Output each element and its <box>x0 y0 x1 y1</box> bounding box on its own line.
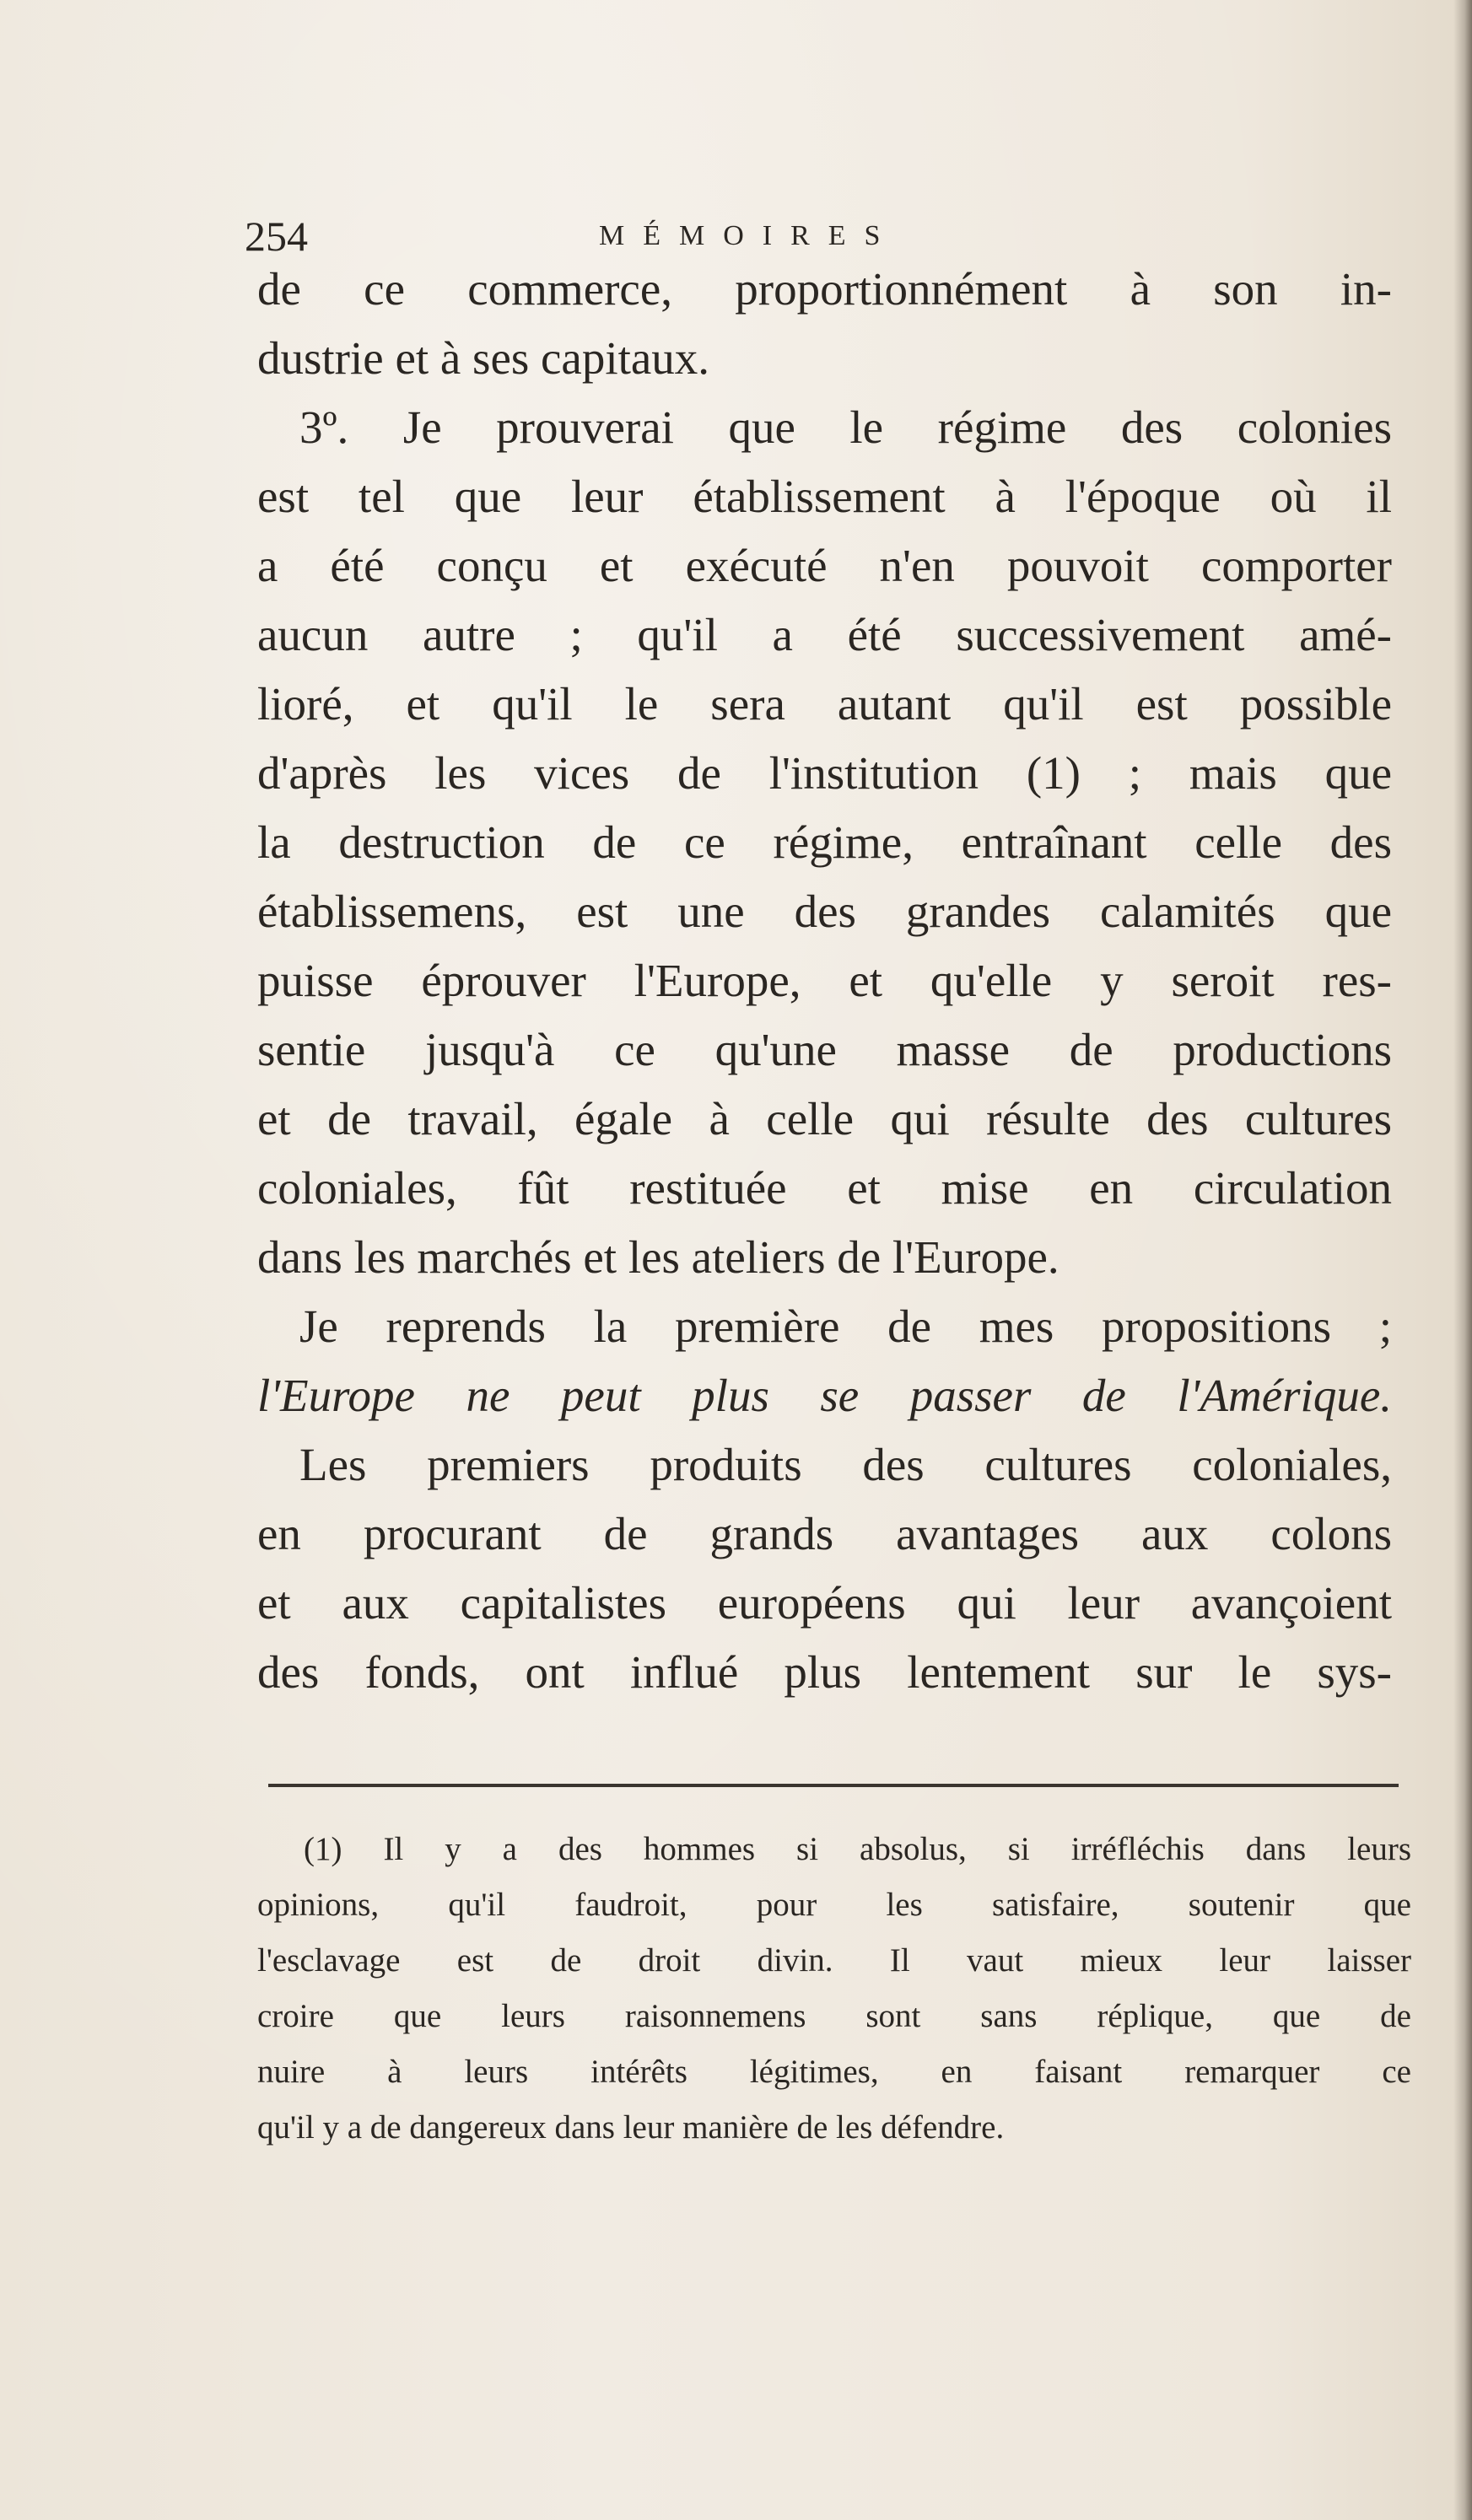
footnote-rule <box>268 1784 1399 1787</box>
text-line: dans les marchés et les ateliers de l'Europe. <box>257 1231 1060 1283</box>
footnote-line: nuire à leurs intérêts légitimes, en faisant remarquer ce <box>257 2054 1411 2090</box>
text-line-italic: l'Europe ne peut plus se passer de l'Amérique. <box>257 1370 1392 1421</box>
text-line: puisse éprouver l'Europe, et qu'elle y seroit res- <box>257 955 1392 1006</box>
text-line: et de travail, égale à celle qui résulte des cultures <box>257 1093 1392 1144</box>
running-head: MÉMOIRES <box>599 220 899 251</box>
text-line: Les premiers produits des cultures coloniales, <box>299 1439 1392 1490</box>
text-line: a été conçu et exécuté n'en pouvoit comporter <box>257 540 1392 591</box>
footnote-line: (1) Il y a des hommes si absolus, si irréfléchis dans leurs <box>304 1831 1411 1867</box>
footnote <box>257 1822 1411 2156</box>
text-line: est tel que leur établissement à l'époque où il <box>257 471 1392 522</box>
footnote-line: opinions, qu'il faudroit, pour les satisfaire, soutenir que <box>257 1887 1411 1923</box>
text-line: d'après les vices de l'institution (1) ; mais que <box>257 747 1392 799</box>
main-text <box>257 255 1392 1707</box>
text-line: aucun autre ; qu'il a été successivement amé- <box>257 609 1392 660</box>
text-line: en procurant de grands avantages aux colons <box>257 1508 1392 1559</box>
page-number: 254 <box>245 213 308 260</box>
text-line: Je reprends la première de mes propositions ; <box>299 1300 1392 1352</box>
text-line: et aux capitalistes européens qui leur avançoient <box>257 1577 1392 1629</box>
text-line: lioré, et qu'il le sera autant qu'il est possible <box>257 678 1392 730</box>
text-line: sentie jusqu'à ce qu'une masse de productions <box>257 1024 1392 1075</box>
text-line: la destruction de ce régime, entraînant celle des <box>257 816 1392 868</box>
text-line: dustrie et à ses capitaux. <box>257 332 710 384</box>
footnote-line: croire que leurs raisonnemens sont sans réplique, que de <box>257 1998 1411 2034</box>
text-line: 3º. Je prouverai que le régime des colonies <box>299 401 1392 453</box>
text-line: de ce commerce, proportionnément à son in- <box>257 263 1392 315</box>
page-gutter-shadow <box>1453 0 1472 2520</box>
text-line: des fonds, ont influé plus lentement sur le sys- <box>257 1646 1392 1698</box>
footnote-line: qu'il y a de dangereux dans leur manière de les défendre. <box>257 2109 1005 2146</box>
text-line: établissemens, est une des grandes calamités que <box>257 886 1392 937</box>
footnote-line: l'esclavage est de droit divin. Il vaut mieux leur laisser <box>257 1942 1411 1979</box>
text-line: coloniales, fût restituée et mise en circulation <box>257 1162 1392 1214</box>
